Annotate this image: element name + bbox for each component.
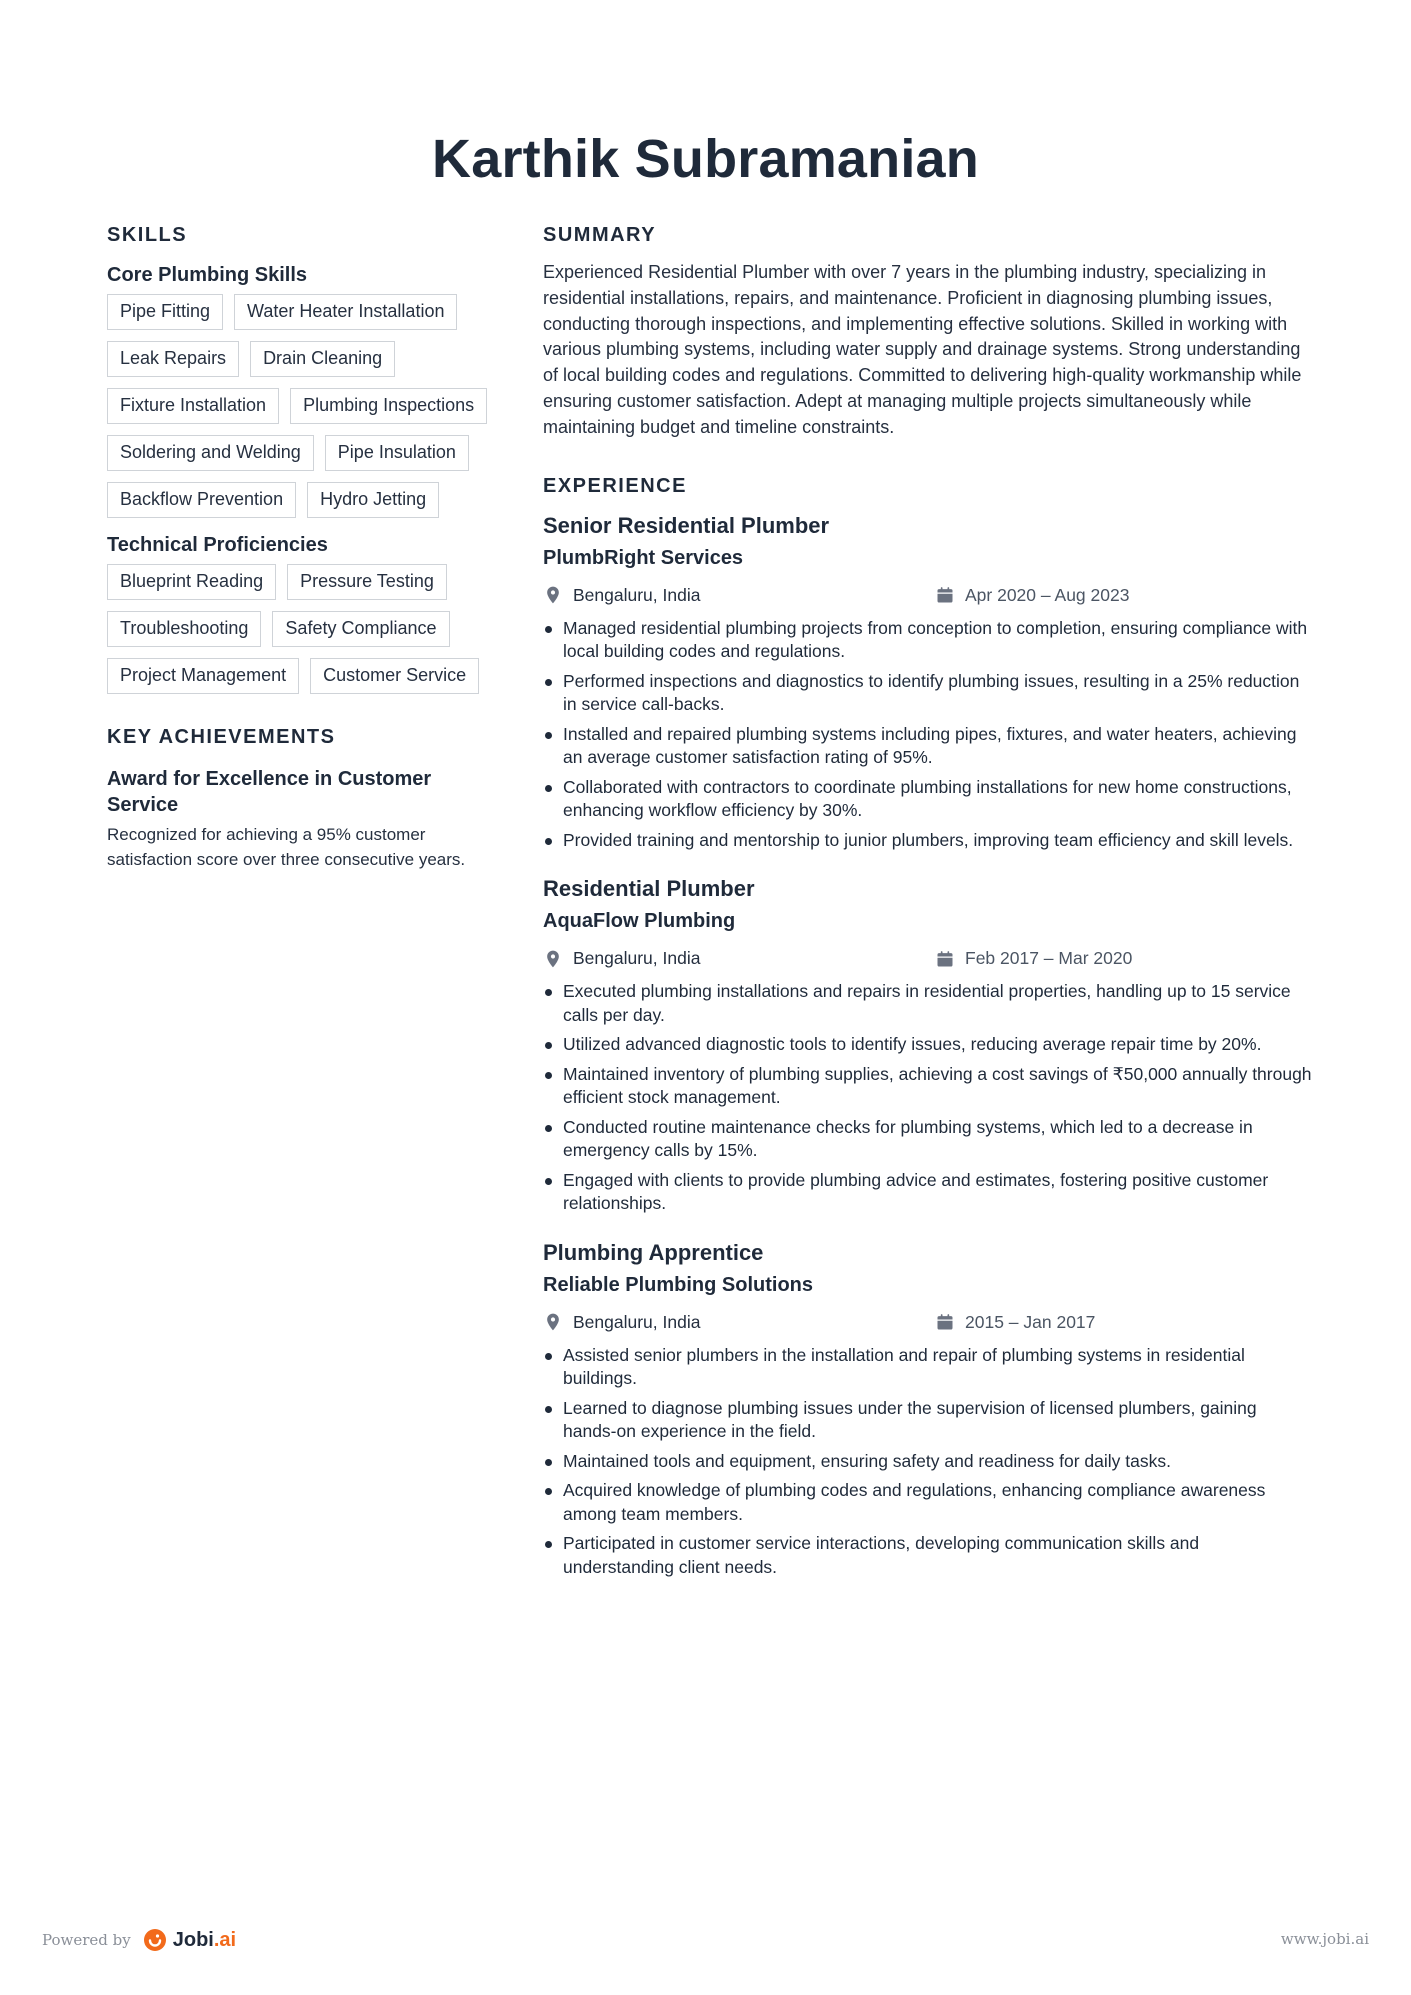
logo-text-main: Jobi [172, 1928, 214, 1951]
jobi-logo[interactable] [143, 1928, 236, 1952]
skill-tag: Backflow Prevention [107, 482, 296, 518]
job-bullets [543, 1344, 1313, 1580]
job-company: Reliable Plumbing Solutions [543, 1273, 814, 1296]
skill-tag: Troubleshooting [107, 611, 261, 647]
list-item: Engaged with clients to provide plumbing advice and estimates, fostering positive customer relationships. [543, 1169, 1313, 1216]
calendar-icon [935, 949, 955, 969]
achievements-section-title: KEY ACHIEVEMENTS [107, 726, 336, 748]
logo-text-accent: .ai [213, 1928, 237, 1951]
job-dates [935, 1312, 1095, 1333]
footer-website-link[interactable]: www.jobi.ai [1280, 1930, 1369, 1948]
job-bullets [543, 980, 1313, 1216]
list-item: Maintained inventory of plumbing supplies, achieving a cost savings of ₹50,000 annually through efficient stock management. [543, 1063, 1313, 1110]
job-dates-text: Apr 2020 – Aug 2023 [965, 584, 1130, 605]
job-company: PlumbRight Services [543, 546, 744, 569]
calendar-icon [935, 1312, 955, 1332]
skill-tag: Leak Repairs [107, 341, 239, 377]
footer-powered-by [42, 1928, 236, 1952]
skill-tag: Pipe Fitting [107, 294, 223, 330]
job-entry [543, 874, 1313, 1216]
location-pin-icon [543, 949, 563, 969]
list-item: Learned to diagnose plumbing issues under the supervision of licensed plumbers, gaining hands-on experience in the field. [543, 1397, 1313, 1444]
skill-tag: Drain Cleaning [250, 341, 395, 377]
list-item: Executed plumbing installations and repairs in residential properties, handling up to 15 service calls per day. [543, 980, 1313, 1027]
skill-tag: Fixture Installation [107, 388, 279, 424]
job-meta [543, 1312, 1313, 1336]
job-location-text: Bengaluru, India [573, 584, 701, 605]
achievement-item [107, 766, 507, 872]
summary-text: Experienced Residential Plumber with over 7 years in the plumbing industry, specializing in residential installations, repairs, and maintenance. Proficient in diagnosing plumbing issues, conducting thorough inspections, and implementing effective solutions. Skilled in working with various plumbing systems, including water supply and drainage systems. Strong understanding of local building codes and regulations. Committed to delivering high-quality workmanship while ensuring customer satisfaction. Adept at managing multiple projects simultaneously while maintaining budget and timeline constraints. [543, 262, 1302, 437]
job-dates [935, 948, 1132, 969]
list-item: Collaborated with contractors to coordinate plumbing installations for new home constructions, enhancing workflow efficiency by 30%. [543, 776, 1313, 823]
job-company: AquaFlow Plumbing [543, 910, 736, 933]
summary-section-title: SUMMARY [543, 224, 657, 246]
list-item: Acquired knowledge of plumbing codes and regulations, enhancing compliance awareness among team members. [543, 1479, 1313, 1526]
job-location [543, 948, 700, 969]
skill-group-technical [107, 532, 507, 694]
skill-tags [107, 294, 507, 518]
job-entry [543, 1238, 1313, 1580]
job-title: Plumbing Apprentice [543, 1239, 764, 1265]
right-column [543, 222, 1313, 1585]
skills-section-title: SKILLS [107, 224, 188, 246]
skill-tag: Water Heater Installation [234, 294, 457, 330]
list-item: Maintained tools and equipment, ensuring safety and readiness for daily tasks. [543, 1450, 1313, 1474]
skill-tag: Soldering and Welding [107, 435, 314, 471]
list-item: Participated in customer service interactions, developing communication skills and understanding client needs. [543, 1532, 1313, 1579]
job-location [543, 1312, 700, 1333]
job-entry [543, 511, 1313, 853]
list-item: Provided training and mentorship to junior plumbers, improving team efficiency and skill levels. [543, 829, 1313, 853]
skill-group-title: Technical Proficiencies [107, 534, 328, 556]
job-location-text: Bengaluru, India [573, 948, 701, 969]
left-column [107, 222, 507, 872]
calendar-icon [935, 585, 955, 605]
list-item: Utilized advanced diagnostic tools to identify issues, reducing average repair time by 20%. [543, 1033, 1313, 1057]
experience-section-title: EXPERIENCE [543, 474, 687, 497]
job-dates-text: Feb 2017 – Mar 2020 [965, 948, 1133, 969]
powered-by-text: Powered by [42, 1931, 131, 1949]
achievement-title: Award for Excellence in Customer Service [107, 768, 432, 816]
achievement-description: Recognized for achieving a 95% customer satisfaction score over three consecutive years. [107, 825, 466, 869]
job-location [543, 585, 700, 606]
list-item: Conducted routine maintenance checks for plumbing systems, which led to a decrease in emergency calls by 15%. [543, 1116, 1313, 1163]
job-bullets [543, 617, 1313, 853]
skill-tag: Blueprint Reading [107, 564, 276, 600]
job-title: Residential Plumber [543, 876, 755, 902]
job-meta [543, 585, 1313, 609]
list-item: Managed residential plumbing projects from conception to completion, ensuring compliance with local building codes and regulations. [543, 617, 1313, 664]
skill-tag: Plumbing Inspections [290, 388, 487, 424]
job-title: Senior Residential Plumber [543, 512, 830, 538]
job-dates [935, 585, 1129, 606]
skill-group-title: Core Plumbing Skills [107, 264, 308, 286]
candidate-name: Karthik Subramanian [432, 129, 979, 189]
skill-group-core [107, 262, 507, 518]
skill-tags [107, 564, 507, 694]
job-dates-text: 2015 – Jan 2017 [965, 1311, 1096, 1332]
skill-tag: Hydro Jetting [307, 482, 439, 518]
list-item: Installed and repaired plumbing systems including pipes, fixtures, and water heaters, achieving an average customer satisfaction rating of 95%. [543, 723, 1313, 770]
location-pin-icon [543, 585, 563, 605]
skill-tag: Customer Service [310, 658, 479, 694]
skill-tag: Pipe Insulation [325, 435, 469, 471]
job-location-text: Bengaluru, India [573, 1311, 701, 1332]
jobi-logo-icon [143, 1928, 167, 1952]
list-item: Performed inspections and diagnostics to identify plumbing issues, resulting in a 25% reduction in service call-backs. [543, 670, 1313, 717]
skill-tag: Project Management [107, 658, 299, 694]
list-item: Assisted senior plumbers in the installation and repair of plumbing systems in residential buildings. [543, 1344, 1313, 1391]
skill-tag: Pressure Testing [287, 564, 447, 600]
location-pin-icon [543, 1312, 563, 1332]
skill-tag: Safety Compliance [272, 611, 449, 647]
job-meta [543, 948, 1313, 972]
